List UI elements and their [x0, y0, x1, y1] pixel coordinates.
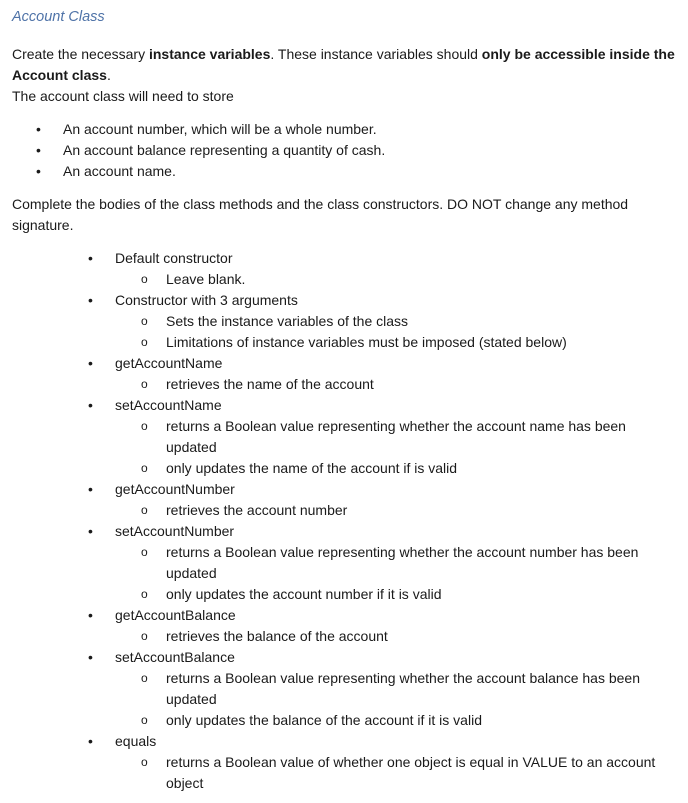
- detail-item: [115, 752, 676, 794]
- circle-bullet-icon: o: [141, 419, 148, 433]
- intro-bold-2: only be accessible inside the Account class: [12, 46, 675, 83]
- method-details: [115, 311, 676, 353]
- list-item-text: An account number, which will be a whole number.: [63, 121, 377, 137]
- method-name: getAccountBalance: [115, 607, 236, 623]
- detail-item: [115, 668, 676, 710]
- method-details: [115, 269, 676, 290]
- detail-text: returns a Boolean value representing whether the account name has been updated: [166, 418, 626, 455]
- list-item-text: An account balance representing a quantity of cash.: [63, 142, 386, 158]
- bullet-icon: •: [88, 481, 93, 497]
- list-item: [12, 119, 676, 140]
- detail-text: retrieves the name of the account: [166, 376, 374, 392]
- circle-bullet-icon: o: [141, 587, 148, 601]
- complete-paragraph: Complete the bodies of the class methods and the class constructors. DO NOT change any method signature.: [12, 196, 629, 233]
- method-name: setAccountNumber: [115, 523, 235, 539]
- intro-text-1: Create the necessary: [12, 46, 149, 62]
- circle-bullet-icon: o: [141, 755, 148, 769]
- detail-text: only updates the account number if it is valid: [166, 586, 442, 602]
- method-item: [12, 647, 676, 731]
- bullet-icon: •: [88, 355, 93, 371]
- circle-bullet-icon: o: [141, 671, 148, 685]
- method-details: [115, 668, 676, 731]
- method-item: [12, 605, 676, 647]
- circle-bullet-icon: o: [141, 377, 148, 391]
- bullet-icon: •: [36, 121, 41, 137]
- method-name: Default constructor: [115, 250, 233, 266]
- bullet-icon: •: [88, 733, 93, 749]
- method-details: [115, 752, 676, 794]
- detail-item: [115, 500, 676, 521]
- method-details: [115, 374, 676, 395]
- circle-bullet-icon: o: [141, 545, 148, 559]
- detail-item: [115, 710, 676, 731]
- method-name: equals: [115, 733, 157, 749]
- bullet-icon: •: [88, 523, 93, 539]
- list-item-text: An account name.: [63, 163, 176, 179]
- method-list: [12, 248, 676, 794]
- detail-text: only updates the name of the account if is valid: [166, 460, 458, 476]
- bullet-icon: •: [88, 397, 93, 413]
- circle-bullet-icon: o: [141, 335, 148, 349]
- store-list: [12, 119, 676, 182]
- method-item: [12, 290, 676, 353]
- section-heading: Account Class: [12, 9, 105, 25]
- circle-bullet-icon: o: [141, 461, 148, 475]
- intro-text-2: . These instance variables should: [270, 46, 482, 62]
- circle-bullet-icon: o: [141, 713, 148, 727]
- detail-text: returns a Boolean value of whether one object is equal in VALUE to an account object: [166, 754, 656, 791]
- detail-text: retrieves the balance of the account: [166, 628, 388, 644]
- bullet-icon: •: [88, 607, 93, 623]
- detail-item: [115, 542, 676, 584]
- bullet-icon: •: [36, 163, 41, 179]
- method-name: Constructor with 3 arguments: [115, 292, 298, 308]
- method-details: [115, 626, 676, 647]
- method-item: [12, 521, 676, 605]
- circle-bullet-icon: o: [141, 314, 148, 328]
- detail-item: [115, 374, 676, 395]
- method-item: [12, 248, 676, 290]
- detail-text: Limitations of instance variables must be imposed (stated below): [166, 334, 567, 350]
- detail-item: [115, 269, 676, 290]
- method-item: [12, 479, 676, 521]
- store-intro: The account class will need to store: [12, 88, 234, 104]
- intro-bold-1: instance variables: [148, 46, 271, 62]
- list-item: [12, 140, 676, 161]
- detail-item: [115, 626, 676, 647]
- bullet-icon: •: [88, 250, 93, 266]
- method-name: getAccountName: [115, 355, 223, 371]
- intro-paragraph: [12, 44, 676, 86]
- method-name: setAccountName: [115, 397, 222, 413]
- method-item: [12, 395, 676, 479]
- detail-item: [115, 332, 676, 353]
- circle-bullet-icon: o: [141, 629, 148, 643]
- detail-item: [115, 584, 676, 605]
- method-details: [115, 500, 676, 521]
- method-details: [115, 416, 676, 479]
- detail-text: retrieves the account number: [166, 502, 348, 518]
- circle-bullet-icon: o: [141, 272, 148, 286]
- method-name: setAccountBalance: [115, 649, 235, 665]
- detail-item: [115, 416, 676, 458]
- detail-text: Leave blank.: [166, 271, 246, 287]
- bullet-icon: •: [36, 142, 41, 158]
- method-details: [115, 542, 676, 605]
- detail-text: only updates the balance of the account if it is valid: [166, 712, 482, 728]
- detail-item: [115, 311, 676, 332]
- list-item: [12, 161, 676, 182]
- detail-item: [115, 458, 676, 479]
- detail-text: returns a Boolean value representing whether the account number has been updated: [166, 544, 639, 581]
- circle-bullet-icon: o: [141, 503, 148, 517]
- method-item: [12, 353, 676, 395]
- detail-text: Sets the instance variables of the class: [166, 313, 409, 329]
- bullet-icon: •: [88, 292, 93, 308]
- method-name: getAccountNumber: [115, 481, 235, 497]
- method-item: [12, 731, 676, 794]
- bullet-icon: •: [88, 649, 93, 665]
- detail-text: returns a Boolean value representing whether the account balance has been updated: [166, 670, 640, 707]
- intro-text-3: .: [106, 67, 111, 83]
